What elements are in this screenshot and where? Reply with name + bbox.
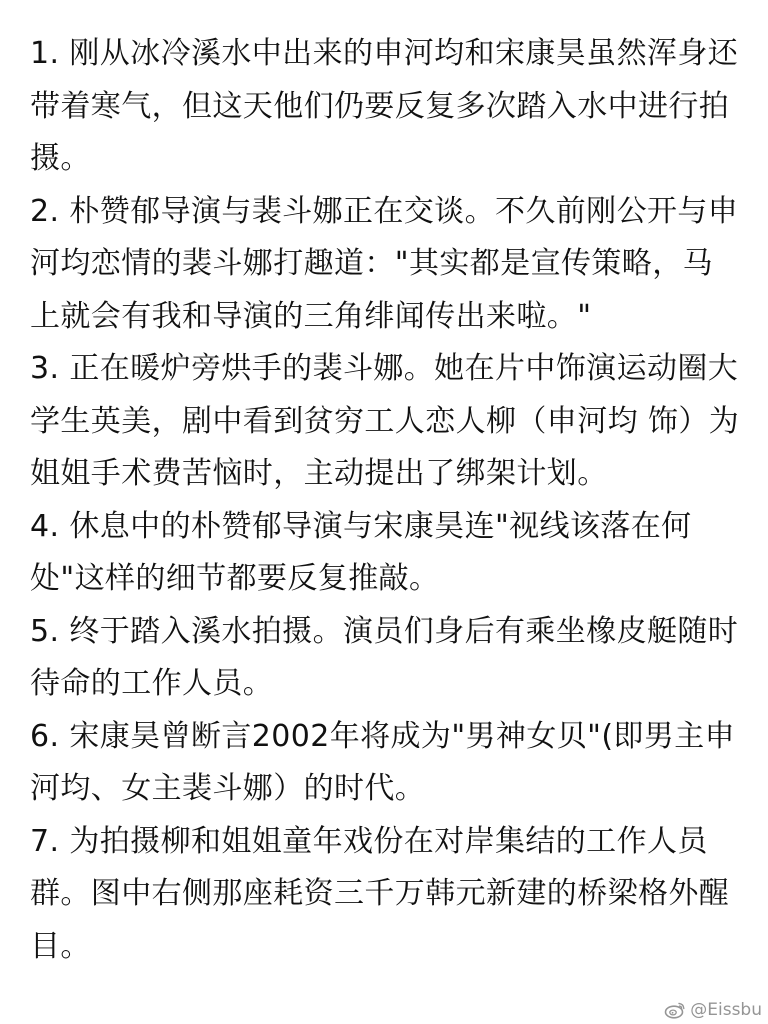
watermark (664, 1000, 762, 1020)
caption-text: 宋康昊曾断言2002年将成为"男神女贝"(即男主申河均、女主裴斗娜）的时代。 (30, 718, 736, 806)
caption-item-7 (30, 816, 742, 974)
caption-number: 4. (30, 508, 60, 544)
caption-item-3 (30, 343, 742, 501)
caption-text: 休息中的朴赞郁导演与宋康昊连"视线该落在何处"这样的细节都要反复推敲。 (30, 508, 692, 596)
caption-text: 刚从冰冷溪水中出来的申河均和宋康昊虽然浑身还带着寒气，但这天他们仍要反复多次踏入水中进行拍摄。 (30, 36, 739, 176)
caption-text: 终于踏入溪水拍摄。演员们身后有乘坐橡皮艇随时待命的工作人员。 (30, 613, 739, 701)
caption-item-6 (30, 711, 742, 816)
caption-number: 6. (30, 718, 60, 754)
caption-item-1 (30, 28, 742, 186)
weibo-icon (664, 1001, 686, 1019)
caption-text: 正在暖炉旁烘手的裴斗娜。她在片中饰演运动圈大学生英美，剧中看到贫穷工人恋人柳（申河均 饰）为姐姐手术费苦恼时，主动提出了绑架计划。 (30, 351, 740, 491)
watermark-handle: @Eissbu (690, 1000, 762, 1020)
caption-item-4 (30, 501, 742, 606)
caption-number: 2. (30, 193, 60, 229)
caption-number: 3. (30, 351, 60, 386)
caption-number: 1. (30, 36, 60, 71)
caption-item-2 (30, 186, 742, 344)
caption-text: 为拍摄柳和姐姐童年戏份在对岸集结的工作人员群。图中右侧那座耗资三千万韩元新建的桥梁格外醒目。 (30, 823, 730, 964)
caption-item-5 (30, 606, 742, 711)
caption-list (30, 28, 742, 973)
caption-number: 7. (30, 823, 60, 859)
caption-text: 朴赞郁导演与裴斗娜正在交谈。不久前刚公开与申河均恋情的裴斗娜打趣道："其实都是宣传策略，马上就会有我和导演的三角绯闻传出来啦。" (30, 193, 739, 334)
caption-number: 5. (30, 613, 60, 649)
